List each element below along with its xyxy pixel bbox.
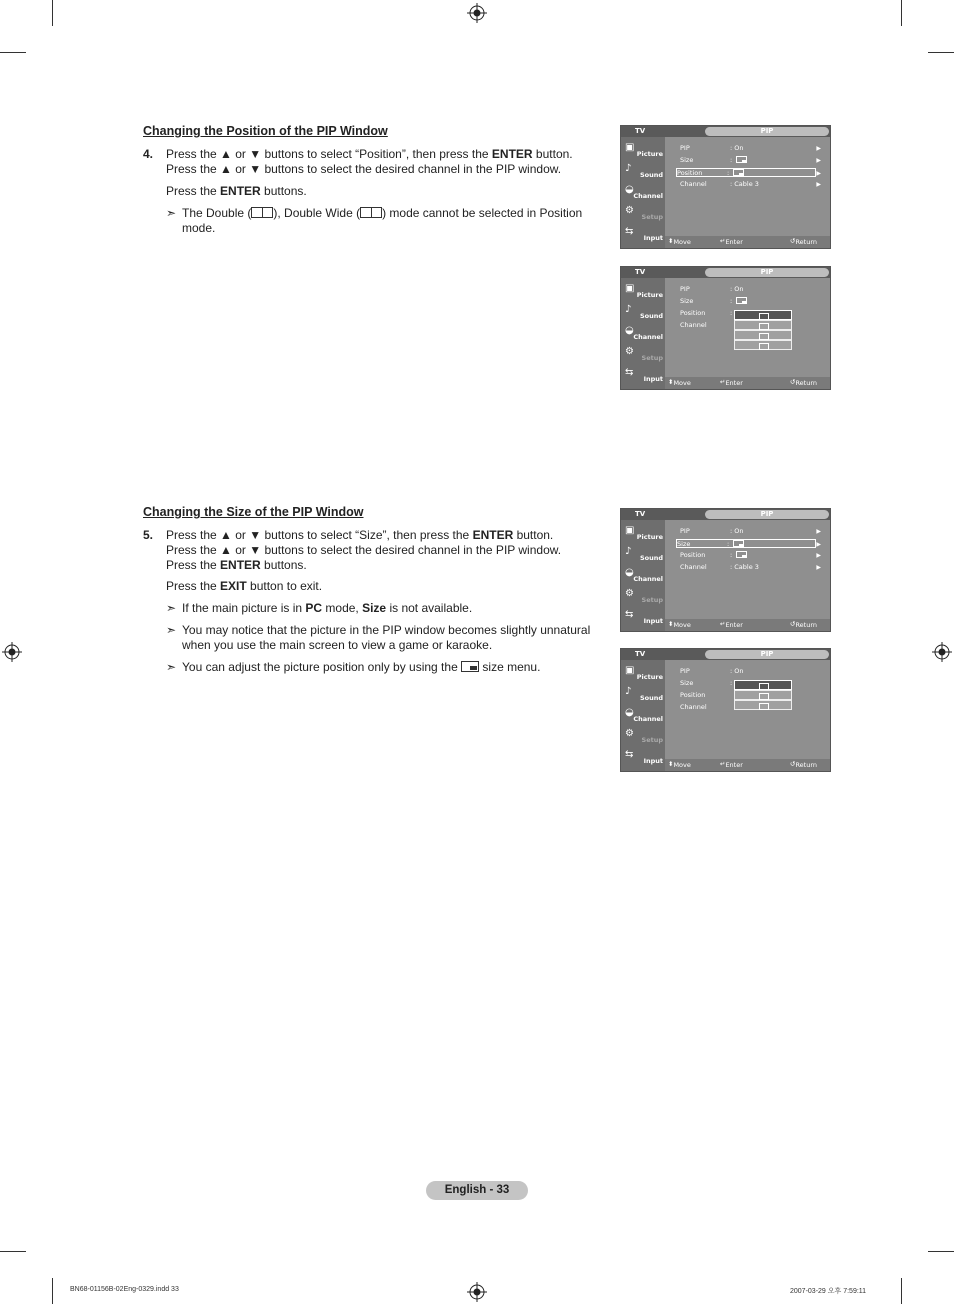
double-wide-mode-icon <box>360 207 382 218</box>
pip-layout-icon <box>759 683 769 690</box>
osd-sidebar-label: Picture <box>636 673 663 681</box>
osd-row[interactable] <box>680 285 815 294</box>
osd-return-hint: ↺ Return <box>790 237 818 246</box>
osd-sidebar-item[interactable] <box>623 140 665 159</box>
osd-row-value: : <box>730 309 733 317</box>
osd-menu-icon: ⇆ <box>625 749 634 760</box>
osd-menu-icon: ♪ <box>625 686 632 697</box>
osd-dropdown-option[interactable] <box>734 310 792 320</box>
instruction-line: Press the ENTER buttons. <box>166 558 307 572</box>
osd-dropdown-option[interactable] <box>734 680 792 690</box>
osd-sidebar-label: Input <box>643 617 663 625</box>
osd-row-value: : On <box>730 285 744 293</box>
osd-sidebar-label: Channel <box>633 715 663 723</box>
osd-sidebar-label: Input <box>643 375 663 383</box>
osd-menu-icon: ⚙ <box>625 588 634 599</box>
osd-sidebar-item[interactable] <box>623 544 665 563</box>
instruction-line: Press the ENTER buttons. <box>166 184 307 198</box>
osd-sidebar <box>621 520 665 631</box>
note: ➣ You may notice that the picture in the PIP window becomes slightly unnatural when you use the main screen to view a game or karaoke. <box>166 623 591 652</box>
osd-row-value: : <box>730 551 747 560</box>
osd-row-label: Channel <box>680 321 707 329</box>
osd-sidebar-label: Picture <box>636 533 663 541</box>
osd-sidebar-label: Channel <box>633 575 663 583</box>
registration-mark-icon <box>467 1282 487 1302</box>
osd-sidebar-label: Setup <box>641 354 663 362</box>
note-arrow-icon: ➣ <box>166 660 177 674</box>
osd-tv-label: TV <box>635 650 646 658</box>
osd-move-hint: ⬍ Move <box>668 760 691 769</box>
osd-row-value: : <box>727 540 744 549</box>
pip-size-icon <box>736 551 747 558</box>
osd-row-value: : <box>727 169 744 178</box>
osd-sidebar-item[interactable] <box>623 281 665 300</box>
osd-menu-icon: ▣ <box>625 525 635 536</box>
osd-row[interactable] <box>680 667 815 676</box>
osd-row[interactable] <box>680 527 821 536</box>
osd-row-arrow-icon: ▶ <box>816 157 821 164</box>
osd-row-label: Channel <box>680 180 707 188</box>
osd-sidebar-item[interactable] <box>623 565 665 584</box>
osd-menu-icon: ♪ <box>625 546 632 557</box>
osd-dropdown-option[interactable] <box>734 700 792 710</box>
osd-dropdown-option[interactable] <box>734 690 792 700</box>
osd-row[interactable] <box>680 144 821 153</box>
osd-enter-hint: ↵ Enter <box>720 237 743 246</box>
pip-layout-icon <box>759 703 769 710</box>
section-title-size: Changing the Size of the PIP Window <box>143 505 364 519</box>
crop-mark <box>901 0 902 26</box>
osd-sidebar-label: Input <box>643 234 663 242</box>
osd-sidebar-item[interactable] <box>623 182 665 201</box>
registration-mark-icon <box>467 3 487 23</box>
osd-row-value: : <box>730 679 733 687</box>
note: ➣ You can adjust the picture position only by using the size menu. <box>166 660 541 674</box>
osd-row[interactable] <box>680 297 815 306</box>
osd-row-value: : Cable 3 <box>730 563 759 571</box>
note-arrow-icon: ➣ <box>166 601 177 615</box>
instruction-line: Press the ▲ or ▼ buttons to select the desired channel in the PIP window. <box>166 543 562 557</box>
small-size-icon <box>461 661 479 672</box>
crop-mark <box>52 0 53 26</box>
osd-row[interactable] <box>680 180 821 189</box>
osd-row-label: Channel <box>680 703 707 711</box>
osd-sidebar-item[interactable] <box>623 323 665 342</box>
osd-sidebar-item[interactable] <box>623 747 665 766</box>
osd-sidebar <box>621 278 665 389</box>
osd-move-hint: ⬍ Move <box>668 237 691 246</box>
pip-layout-icon <box>759 343 769 350</box>
osd-dropdown-option[interactable] <box>734 330 792 340</box>
osd-bottom-bar <box>665 619 830 631</box>
osd-title: PIP <box>705 127 829 136</box>
osd-return-hint: ↺ Return <box>790 620 818 629</box>
footer-file: BN68-01156B-02Eng-0329.indd 33 <box>70 1286 179 1293</box>
instruction-line: Press the ▲ or ▼ buttons to select “Size”, then press the ENTER button. <box>166 528 554 542</box>
osd-sidebar-item[interactable] <box>623 663 665 682</box>
osd-sidebar-item[interactable] <box>623 224 665 243</box>
osd-bottom-bar <box>665 377 830 389</box>
pip-size-icon <box>733 169 744 176</box>
osd-tv-label: TV <box>635 510 646 518</box>
osd-sidebar-item[interactable] <box>623 607 665 626</box>
osd-menu-icon: ♪ <box>625 163 632 174</box>
osd-sidebar-item[interactable] <box>623 365 665 384</box>
osd-bottom-bar <box>665 236 830 248</box>
osd-sidebar-label: Sound <box>639 554 663 562</box>
osd-row-label: PIP <box>680 667 690 675</box>
osd-row-arrow-icon: ▶ <box>816 528 821 535</box>
pip-size-icon <box>736 297 747 304</box>
page-number: English - 33 <box>426 1181 528 1200</box>
osd-sidebar-item[interactable] <box>623 161 665 180</box>
osd-row-arrow-icon: ▶ <box>816 564 821 571</box>
instruction-line: Press the ▲ or ▼ buttons to select “Position”, then press the ENTER button. <box>166 147 573 161</box>
pip-layout-icon <box>759 323 769 330</box>
osd-tv-label: TV <box>635 127 646 135</box>
osd-sidebar-label: Setup <box>641 213 663 221</box>
note: ➣ If the main picture is in PC mode, Size is not available. <box>166 601 473 615</box>
osd-sidebar-item[interactable] <box>623 705 665 724</box>
osd-sidebar-label: Picture <box>636 291 663 299</box>
osd-sidebar-label: Sound <box>639 171 663 179</box>
osd-sidebar-label: Setup <box>641 596 663 604</box>
osd-row-label: Size <box>680 679 694 687</box>
osd-row-arrow-icon: ▶ <box>816 541 821 548</box>
registration-mark-icon <box>932 642 952 662</box>
crop-mark <box>928 1251 954 1252</box>
osd-row-label: PIP <box>680 527 690 535</box>
osd-row-label: Size <box>677 540 691 548</box>
double-mode-icon <box>251 207 273 218</box>
osd-sidebar-label: Sound <box>639 694 663 702</box>
osd-row[interactable] <box>680 551 821 560</box>
osd-row[interactable] <box>676 539 821 548</box>
osd-row-label: Size <box>680 297 694 305</box>
osd-row-arrow-icon: ▶ <box>816 170 821 177</box>
osd-main <box>666 520 830 631</box>
osd-title: PIP <box>705 268 829 277</box>
osd-menu-icon: ▣ <box>625 665 635 676</box>
note: ➣ The Double ( ), Double Wide ( ) mode cannot be selected in Position mode. <box>166 206 583 235</box>
osd-row-label: Position <box>680 551 706 559</box>
osd-menu-icon: ◒ <box>625 184 634 195</box>
osd-sidebar-label: Setup <box>641 736 663 744</box>
osd-row-value: : On <box>730 527 744 535</box>
osd-menu-icon: ♪ <box>625 304 632 315</box>
osd-sidebar-label: Channel <box>633 192 663 200</box>
osd-dropdown-option[interactable] <box>734 340 792 350</box>
crop-mark <box>52 1278 53 1304</box>
instruction-line: Press the EXIT button to exit. <box>166 579 323 593</box>
osd-sidebar-item[interactable] <box>623 302 665 321</box>
osd-row-label: Position <box>677 169 703 177</box>
crop-mark <box>0 52 26 53</box>
pip-size-icon <box>733 540 744 547</box>
osd-sidebar-label: Input <box>643 757 663 765</box>
osd-enter-hint: ↵ Enter <box>720 760 743 769</box>
tv-osd-pip-menu <box>620 125 831 249</box>
osd-sidebar-item[interactable] <box>623 203 665 222</box>
osd-row-arrow-icon: ▶ <box>816 552 821 559</box>
osd-menu-icon: ◒ <box>625 707 634 718</box>
osd-sidebar-label: Channel <box>633 333 663 341</box>
osd-row-arrow-icon: ▶ <box>816 145 821 152</box>
osd-title: PIP <box>705 510 829 519</box>
osd-return-hint: ↺ Return <box>790 760 818 769</box>
osd-menu-icon: ⇆ <box>625 609 634 620</box>
osd-dropdown-option[interactable] <box>734 320 792 330</box>
osd-enter-hint: ↵ Enter <box>720 378 743 387</box>
osd-bottom-bar <box>665 759 830 771</box>
osd-row-label: Channel <box>680 563 707 571</box>
osd-sidebar-label: Picture <box>636 150 663 158</box>
osd-row[interactable] <box>680 156 821 165</box>
osd-menu-icon: ▣ <box>625 142 635 153</box>
instruction-line: Press the ▲ or ▼ buttons to select the desired channel in the PIP window. <box>166 162 562 176</box>
osd-move-hint: ⬍ Move <box>668 620 691 629</box>
step-number: 5. <box>143 528 154 542</box>
osd-row-label: Position <box>680 691 706 699</box>
note-arrow-icon: ➣ <box>166 623 177 637</box>
osd-row-label: Position <box>680 309 706 317</box>
osd-row-value: : <box>730 297 747 306</box>
osd-menu-icon: ⚙ <box>625 346 634 357</box>
osd-return-hint: ↺ Return <box>790 378 818 387</box>
osd-main <box>666 660 830 771</box>
osd-row-value: : Cable 3 <box>730 180 759 188</box>
osd-row-value: : On <box>730 667 744 675</box>
pip-layout-icon <box>759 693 769 700</box>
osd-row[interactable] <box>676 168 821 177</box>
registration-mark-icon <box>2 642 22 662</box>
note-arrow-icon: ➣ <box>166 206 177 220</box>
osd-sidebar-item[interactable] <box>623 344 665 363</box>
osd-row-label: PIP <box>680 285 690 293</box>
osd-row-label: PIP <box>680 144 690 152</box>
osd-sidebar-item[interactable] <box>623 684 665 703</box>
footer-date: 2007-03-29 오후 7:59:11 <box>790 1288 867 1295</box>
tv-osd-pip-size-dropdown <box>620 648 831 772</box>
crop-mark <box>901 1278 902 1304</box>
osd-title: PIP <box>705 650 829 659</box>
osd-menu-icon: ⚙ <box>625 728 634 739</box>
osd-sidebar <box>621 660 665 771</box>
osd-sidebar-item[interactable] <box>623 586 665 605</box>
tv-osd-pip-position-dropdown <box>620 266 831 390</box>
pip-size-icon <box>736 156 747 163</box>
tv-osd-pip-menu <box>620 508 831 632</box>
osd-sidebar <box>621 137 665 248</box>
osd-row-value: : On <box>730 144 744 152</box>
step-number: 4. <box>143 147 154 161</box>
pip-layout-icon <box>759 333 769 340</box>
osd-menu-icon: ⇆ <box>625 367 634 378</box>
osd-main <box>666 137 830 248</box>
crop-mark <box>0 1251 26 1252</box>
osd-enter-hint: ↵ Enter <box>720 620 743 629</box>
osd-sidebar-item[interactable] <box>623 726 665 745</box>
osd-sidebar-label: Sound <box>639 312 663 320</box>
osd-sidebar-item[interactable] <box>623 523 665 542</box>
osd-menu-icon: ⇆ <box>625 226 634 237</box>
osd-menu-icon: ◒ <box>625 567 634 578</box>
osd-move-hint: ⬍ Move <box>668 378 691 387</box>
osd-row-arrow-icon: ▶ <box>816 181 821 188</box>
osd-menu-icon: ◒ <box>625 325 634 336</box>
osd-row-label: Size <box>680 156 694 164</box>
section-title-position: Changing the Position of the PIP Window <box>143 124 388 138</box>
osd-tv-label: TV <box>635 268 646 276</box>
osd-menu-icon: ⚙ <box>625 205 634 216</box>
pip-layout-icon <box>759 313 769 320</box>
osd-menu-icon: ▣ <box>625 283 635 294</box>
osd-row-value: : <box>730 156 747 165</box>
osd-row[interactable] <box>680 563 821 572</box>
crop-mark <box>928 52 954 53</box>
